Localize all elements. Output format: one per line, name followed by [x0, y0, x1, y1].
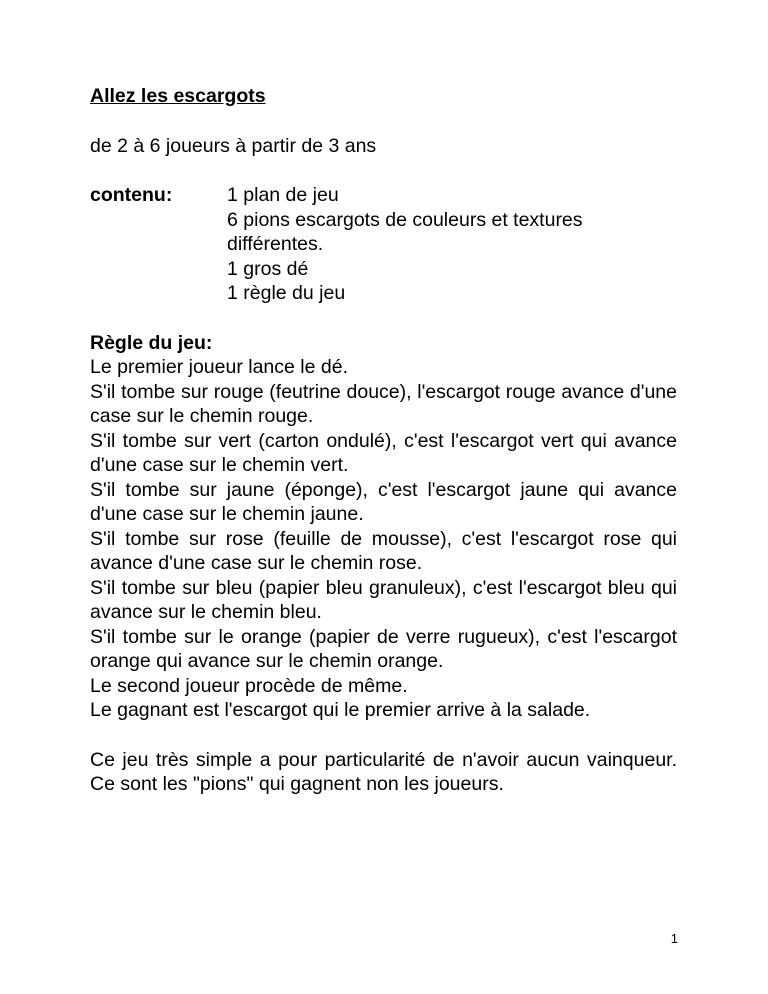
players-info: de 2 à 6 joueurs à partir de 3 ans — [90, 134, 377, 157]
rules-section — [90, 355, 677, 723]
contents-list — [227, 183, 677, 306]
rule-paragraph: Le second joueur procède de même. — [90, 674, 408, 697]
contents-section — [90, 183, 677, 306]
contents-item: 6 pions escargots de couleurs et textures différentes. — [227, 208, 583, 255]
rule-paragraph: Le premier joueur lance le dé. — [90, 356, 348, 378]
document-page — [90, 84, 677, 797]
document-title: Allez les escargots — [90, 85, 266, 107]
rule-paragraph: S'il tombe sur le orange (papier de verre rugueux), c'est l'escargot orange qui avance sur le chemin orange. — [90, 625, 677, 672]
contents-label: contenu: — [90, 184, 173, 206]
contents-item: 1 gros dé — [227, 257, 309, 280]
closing-paragraph: Ce jeu très simple a pour particularité de n'avoir aucun vainqueur. Ce sont les "pions" qui gagnent non les joueurs. — [90, 748, 677, 795]
rule-paragraph: S'il tombe sur rose (feuille de mousse), c'est l'escargot rose qui avance d'une case sur le chemin rose. — [90, 527, 677, 574]
rule-paragraph: S'il tombe sur vert (carton ondulé), c'est l'escargot vert qui avance d'une case sur le chemin vert. — [90, 429, 677, 476]
rule-paragraph: Le gagnant est l'escargot qui le premier arrive à la salade. — [90, 699, 591, 721]
rule-paragraph: S'il tombe sur jaune (éponge), c'est l'escargot jaune qui avance d'une case sur le chemin jaune. — [90, 478, 677, 525]
rule-paragraph: S'il tombe sur rouge (feutrine douce), l'escargot rouge avance d'une case sur le chemin rouge. — [90, 380, 677, 427]
contents-item: 1 plan de jeu — [227, 184, 339, 206]
rules-heading: Règle du jeu: — [90, 331, 213, 354]
page-number: 1 — [670, 931, 678, 946]
rule-paragraph: S'il tombe sur bleu (papier bleu granuleux), c'est l'escargot bleu qui avance sur le chemin bleu. — [90, 576, 677, 623]
contents-item: 1 règle du jeu — [227, 282, 346, 304]
